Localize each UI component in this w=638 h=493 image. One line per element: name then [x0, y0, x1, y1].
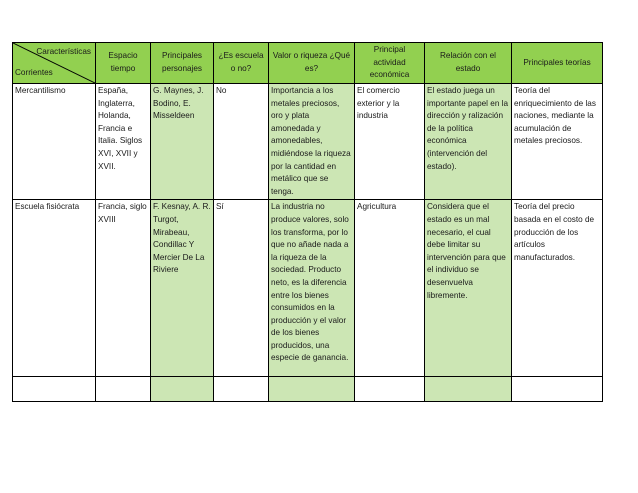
corner-header-cell — [13, 43, 96, 84]
table-cell: F. Kesnay, A. R. Turgot, Mirabeau, Condillac Y Mercier De La Riviere — [151, 200, 214, 377]
table-cell: Agricultura — [355, 200, 425, 377]
table-cell: El estado juega un importante papel en la dirección y ralización de la política económica (intervención del estado). — [425, 84, 512, 200]
table-cell: El comercio exterior y la industria — [355, 84, 425, 200]
empty-cell — [512, 377, 603, 402]
table-cell: Importancia a los metales preciosos, oro y plata amonedada y amonedables, midiéndose la riqueza por la cantidad en metálico que se tenga. — [269, 84, 355, 200]
table-cell: Teoría del precio basada en el costo de producción de los artículos manufacturados. — [512, 200, 603, 377]
header-cell: Principal actividad económica — [355, 43, 425, 84]
empty-cell — [355, 377, 425, 402]
row-header-fisiocrata: Escuela fisiócrata — [13, 200, 96, 377]
table-cell: Francia, siglo XVIII — [96, 200, 151, 377]
table-cell: G. Maynes, J. Bodino, E. Misseldeen — [151, 84, 214, 200]
table-cell: No — [214, 84, 269, 200]
empty-cell — [96, 377, 151, 402]
empty-cell — [269, 377, 355, 402]
header-cell: ¿Es escuela o no? — [214, 43, 269, 84]
header-cell: Relación con el estado — [425, 43, 512, 84]
table-cell: Considera que el estado es un mal necesario, el cual debe limitar su intervención para que el individuo se desenvuelva libremente. — [425, 200, 512, 377]
empty-cell — [425, 377, 512, 402]
table-cell: España, Inglaterra, Holanda, Francia e Italia. Siglos XVI, XVII y XVII. — [96, 84, 151, 200]
table-row — [13, 84, 603, 200]
header-cell: Principales teorías — [512, 43, 603, 84]
header-cell: Espacio tiempo — [96, 43, 151, 84]
table-row-empty — [13, 377, 603, 402]
header-row — [13, 43, 603, 84]
corner-label-characteristics: Características — [36, 47, 91, 56]
row-header-mercantilismo: Mercantilismo — [13, 84, 96, 200]
table-cell: La industria no produce valores, solo los transforma, por lo que no añade nada a la riqueza de la sociedad. Producto neto, es la diferencia entre los bienes consumidos en la producción y el valor de los bienes producidos, una especie de ganancia. — [269, 200, 355, 377]
table-row — [13, 200, 603, 377]
empty-cell — [13, 377, 96, 402]
empty-cell — [151, 377, 214, 402]
table-cell: Teoría del enriquecimiento de las naciones, mediante la acumulación de metales preciosos. — [512, 84, 603, 200]
header-cell: Valor o riqueza ¿Qué es? — [269, 43, 355, 84]
comparison-table — [12, 42, 603, 402]
empty-cell — [214, 377, 269, 402]
table-cell: Sí — [214, 200, 269, 377]
corner-label-currents: Corrientes — [15, 68, 53, 78]
header-cell: Principales personajes — [151, 43, 214, 84]
